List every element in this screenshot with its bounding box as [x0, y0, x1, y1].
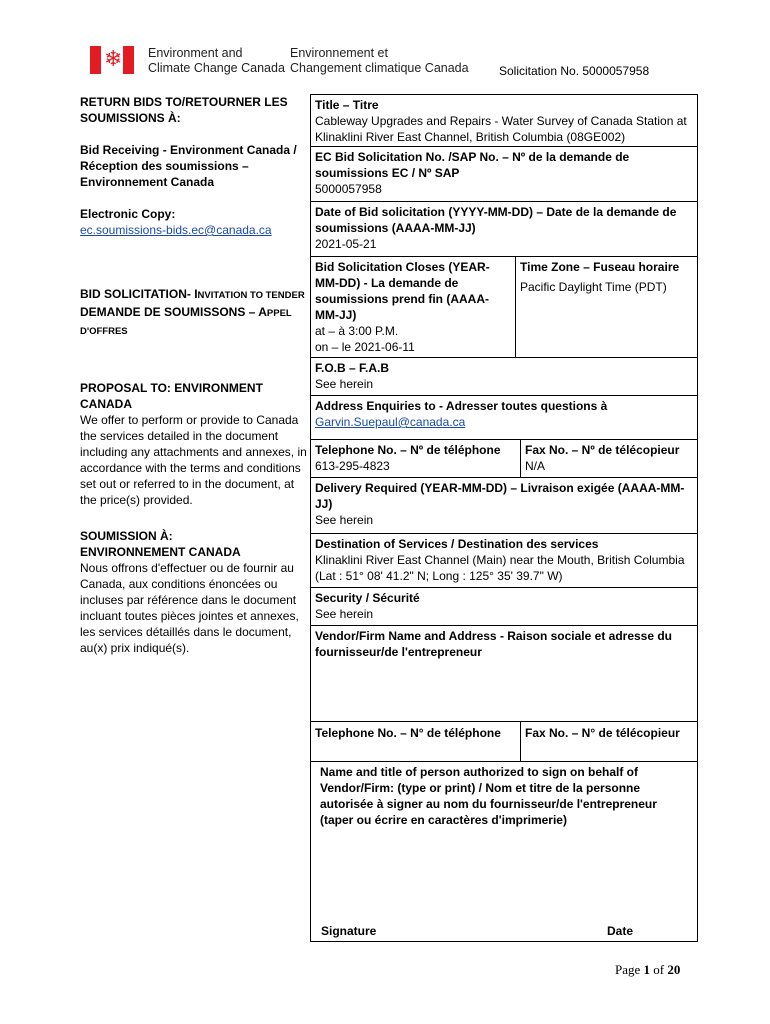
telephone-cell: Telephone No. – Nº de téléphone 613-295-4823 — [315, 443, 501, 473]
electronic-copy-label: Electronic Copy: — [80, 207, 176, 221]
fob-box: F.O.B – F.A.B See herein — [310, 358, 698, 396]
solicitation-number: Solicitation No. 5000057958 — [499, 64, 650, 78]
soumission-heading: SOUMISSION À: — [80, 529, 173, 543]
proposal-to-heading: PROPOSAL TO: ENVIRONMENT CANADA — [80, 381, 263, 411]
canada-flag-icon: ❄ — [90, 46, 134, 74]
closes-cell: Bid Solicitation Closes (YEAR-MM-DD) - La demande de soumissions prend fin (AAAA-MM-JJ) at – à 3:00 P.M. on – le 2021-06-11 — [315, 260, 490, 354]
proposal-text: We offer to perform or provide to Canada the services detailed in the document including any attachments and annexes, in accordance with the terms and conditions set out or referred to in the document, at the price(s) provided. — [80, 413, 307, 507]
enquiries-box: Address Enquiries to - Adresser toutes questions à Garvin.Suepaul@canada.ca — [310, 396, 698, 440]
signature-label: Signature — [321, 924, 377, 938]
left-column — [80, 94, 308, 656]
security-box: Security / Sécurité See herein — [310, 588, 698, 626]
ec-bid-box: EC Bid Solicitation No. /SAP No. – Nº de la demande de soumissions EC / Nº SAP 5000057958 — [310, 147, 698, 202]
soumission-text: Nous offrons d'effectuer ou de fournir au Canada, aux conditions énoncées ou incluses par référence dans le document incluant toutes pièces jointes et annexes, les services détaillés dans le document, au(x) prix indiqué(s). — [80, 561, 299, 655]
department-name-en: Environment and Climate Change Canada — [148, 46, 285, 75]
title-box: Title – Titre Cableway Upgrades and Repairs - Water Survey of Canada Station at Klinaklini River East Channel, British Columbia (08GE002) — [310, 94, 698, 147]
destination-box: Destination of Services / Destination des services Klinaklini River East Channel (Main) near the Mouth, British Columbia (Lat : 51° 08' 41.2" N; Long : 125° 35' 39.7" W) — [310, 534, 698, 588]
bid-solicitation-heading: BID SOLICITATION- INVITATION TO TENDER — [80, 287, 305, 301]
return-bids-heading: RETURN BIDS TO/RETOURNER LES SOUMISSIONS À: — [80, 95, 288, 125]
page-number: Page 1 of 20 — [615, 962, 681, 977]
date-box: Date of Bid solicitation (YYYY-MM-DD) – Date de la demande de soumissions (AAAA-MM-JJ) 2021-05-21 — [310, 202, 698, 257]
vendor-box: Vendor/Firm Name and Address - Raison sociale et adresse du fournisseur/de l'entrepreneur — [310, 626, 698, 722]
enquiries-email-link[interactable]: Garvin.Suepaul@canada.ca — [315, 415, 466, 429]
vendor-fax-label: Fax No. – N° de télécopieur — [525, 726, 680, 740]
name-title-label: Name and title of person authorized to sign on behalf of Vendor/Firm: (type or print) / Nom et titre de la personne autorisée à signer au nom du fournisseur/de l'entrepreneur (taper ou écrire en caractères d'imprimerie) — [320, 765, 657, 827]
timezone-cell: Time Zone – Fuseau horaire Pacific Daylight Time (PDT) — [520, 260, 680, 294]
date-signature-label: Date — [607, 924, 634, 938]
soumission-heading-2: ENVIRONNEMENT CANADA — [80, 545, 241, 559]
delivery-box: Delivery Required (YEAR-MM-DD) – Livraison exigée (AAAA-MM-JJ) See herein — [310, 478, 698, 534]
vendor-telephone-label: Telephone No. – N° de téléphone — [315, 726, 501, 740]
fax-cell: Fax No. – Nº de télécopieur N/A — [525, 443, 680, 473]
department-name-fr: Environnement et Changement climatique Canada — [290, 46, 469, 75]
bid-receiving: Bid Receiving - Environment Canada / Réception des soumissions – Environnement Canada — [80, 143, 297, 189]
demande-heading: DEMANDE DE SOUMISSONS – APPEL D'OFFRES — [80, 305, 292, 337]
electronic-copy-email-link[interactable]: ec.soumissions-bids.ec@canada.ca — [80, 223, 272, 237]
